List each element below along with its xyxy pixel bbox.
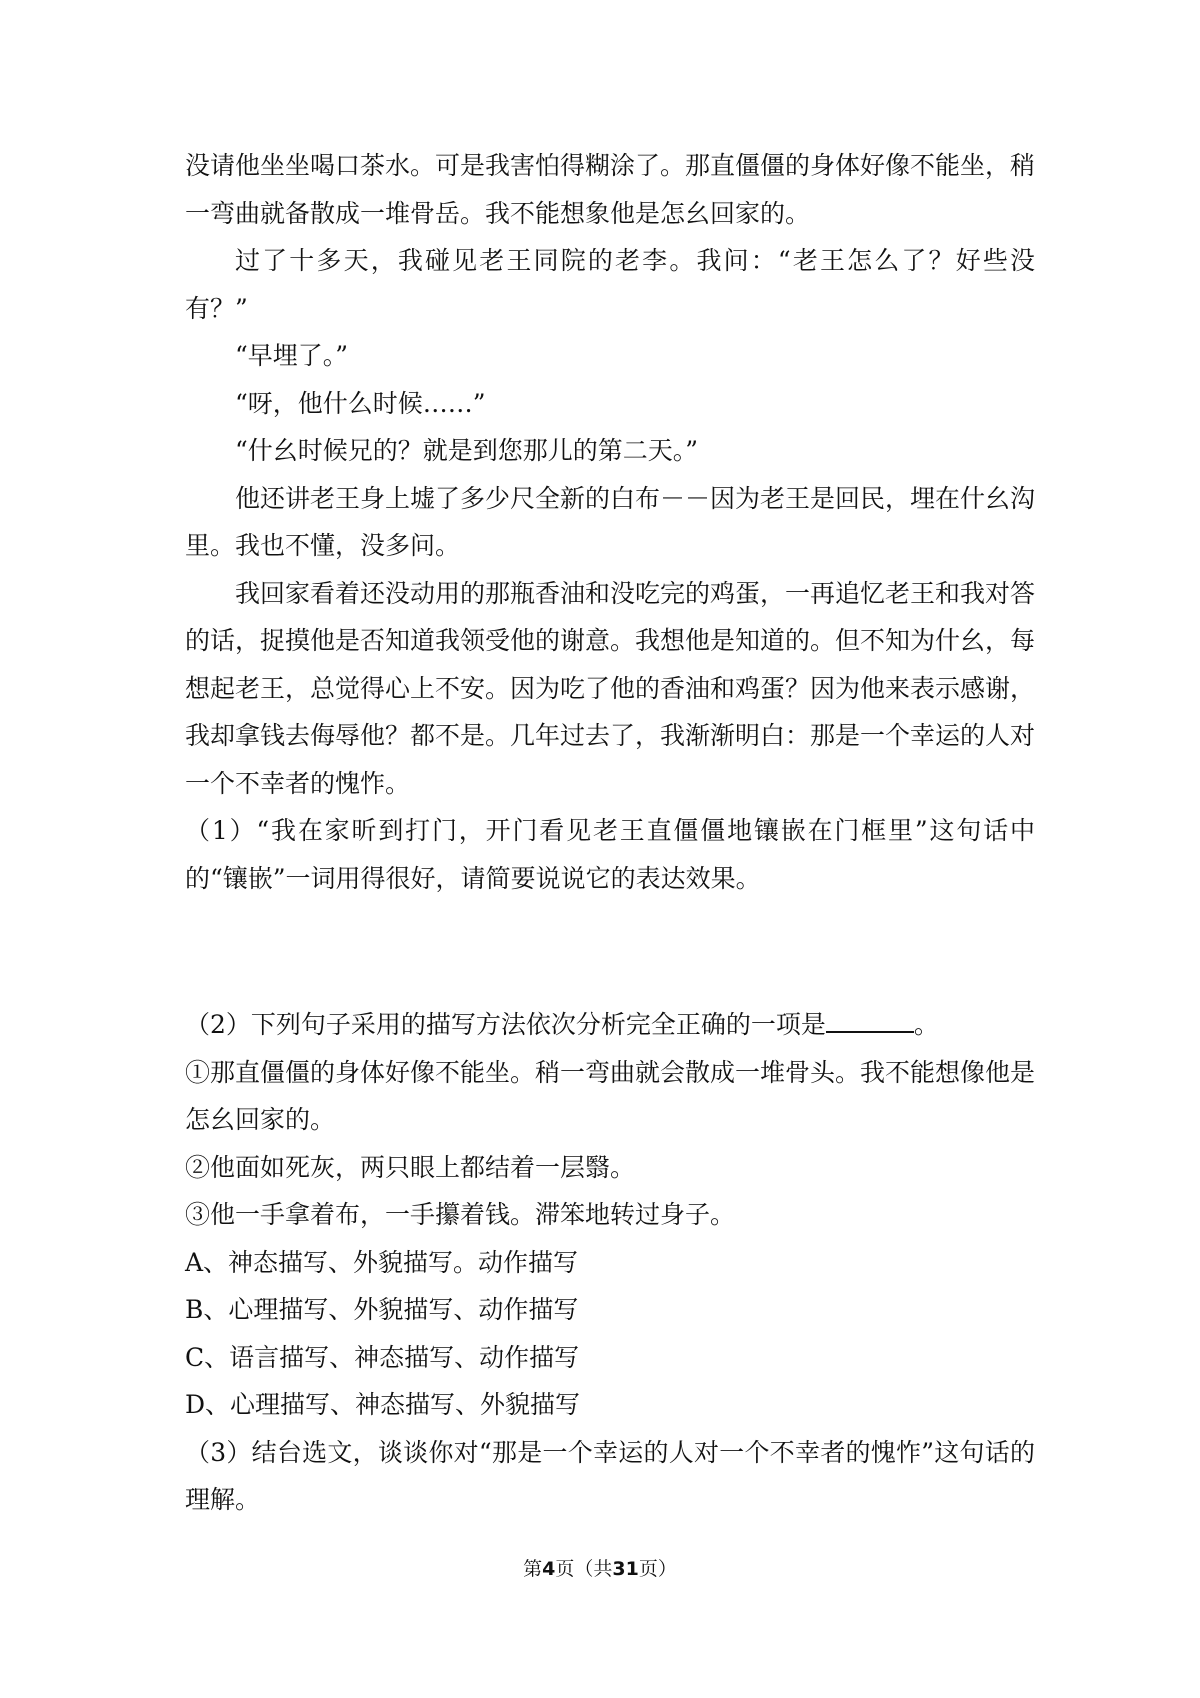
passage-paragraph-4: “呀，他什么时候……” <box>235 388 486 418</box>
question-3: （3）结台选文，谈谈你对“那是一个幸运的人对一个不幸者的愧怍”这句话的理解。 <box>185 1437 1035 1514</box>
footer-middle: 页（共 <box>555 1558 613 1580</box>
option-c: C、语言描写、神态描写、动作描写 <box>185 1342 580 1372</box>
page-footer <box>0 1555 1200 1583</box>
passage-paragraph-2: 过了十多天，我碰见老王同院的老李。我问：“老王怎么了？好些没有？” <box>185 246 1035 323</box>
answer-blank <box>826 997 914 1033</box>
answer-space <box>185 902 1035 997</box>
question-2-item-1: ①那直僵僵的身体好像不能坐。稍一弯曲就会散成一堆骨头。我不能想像他是怎幺回家的。 <box>185 1057 1036 1134</box>
passage-paragraph-5: “什幺时候兄的？就是到您那儿的第二天。” <box>235 436 699 465</box>
question-2-item-2: ②他面如死灰，两只眼上都结着一层翳。 <box>185 1152 636 1182</box>
footer-prefix: 第 <box>523 1558 543 1580</box>
footer-page-number: 4 <box>542 1558 556 1580</box>
passage-paragraph-7: 我回家看着还没动用的那瓶香油和没吃完的鸡蛋，一再追忆老王和我对答的话，捉摸他是否知道我领受他的谢意。我想他是知道的。但不知为什幺，每想起老王，总觉得心上不安。因为吃了他的香油和鸡蛋？因为他来表示感谢，我却拿钱去侮辱他？都不是。几年过去了，我渐渐明白：那是一个幸运的人对一个不幸者的愧怍。 <box>185 578 1036 798</box>
question-2-stem: （2）下列句子采用的描写方法依次分析完全正确的一项是 <box>185 1010 826 1039</box>
passage-paragraph-1: 没请他坐坐喝口茶水。可是我害怕得糊涂了。那直僵僵的身体好像不能坐，稍一弯曲就备散成一堆骨岳。我不能想象他是怎幺回家的。 <box>185 151 1036 228</box>
option-d: D、心理描写、神态描写、外貌描写 <box>185 1390 581 1419</box>
page-content <box>185 142 1035 1524</box>
footer-total-pages: 31 <box>612 1558 639 1580</box>
question-2-item-3: ③他一手拿着布，一手攥着钱。滞笨地转过身子。 <box>185 1200 736 1229</box>
footer-suffix: 页） <box>638 1558 677 1580</box>
question-2 <box>185 997 1035 1049</box>
option-a: A、神态描写、外貌描写。动作描写 <box>185 1247 579 1277</box>
question-1: （1）“我在家昕到打门，开门看见老王直僵僵地镶嵌在门框里”这句话中的“镶嵌”一词用得很好，请简要说说它的表达效果。 <box>185 816 1035 893</box>
passage-paragraph-6: 他还讲老王身上墟了多少尺全新的白布－－因为老王是回民，埋在什幺沟里。我也不懂，没多问。 <box>185 483 1036 560</box>
option-b: B、心理描写、外貌描写、动作描写 <box>185 1295 579 1324</box>
question-2-end: 。 <box>913 1010 939 1039</box>
passage-paragraph-3: “早埋了。” <box>235 341 349 370</box>
